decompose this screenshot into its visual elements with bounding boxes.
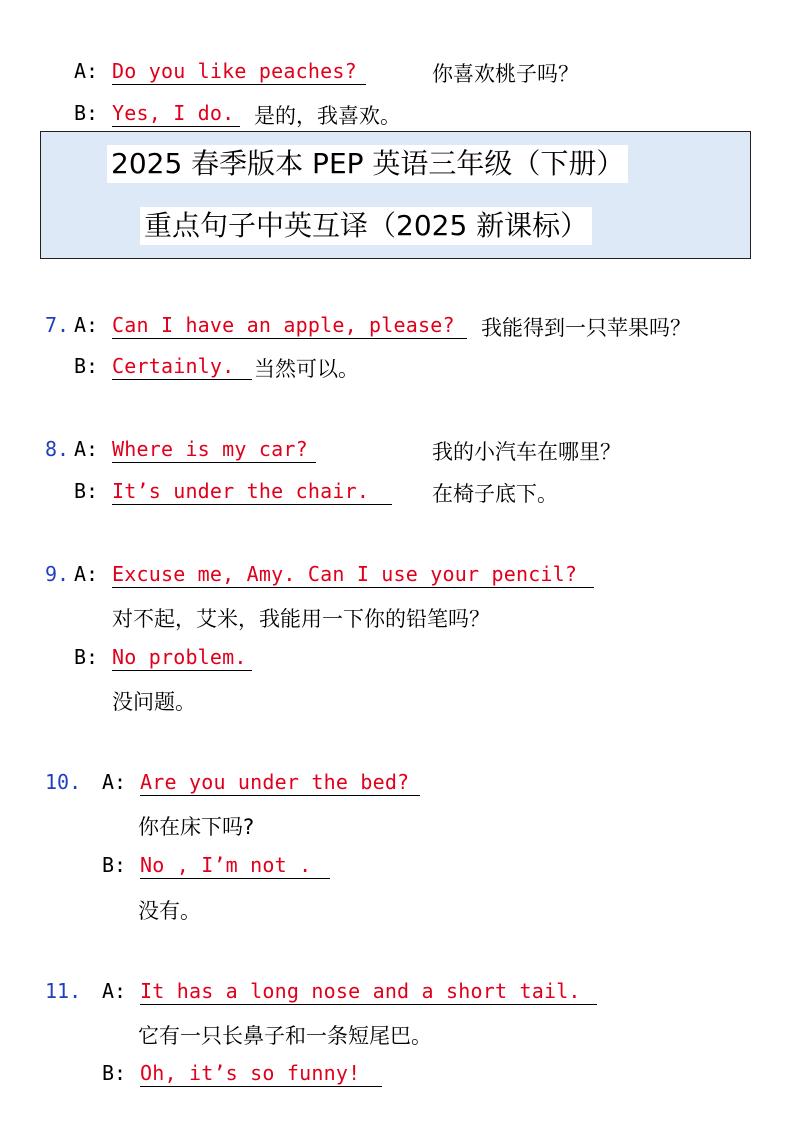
english-sentence: No problem. xyxy=(112,645,252,671)
english-sentence: No , I’m not . xyxy=(140,853,330,879)
page-title: 2025 春季版本 PEP 英语三年级（下册） xyxy=(107,145,628,183)
speaker-a-label: A: xyxy=(74,313,99,337)
chinese-translation: 是的，我喜欢。 xyxy=(254,104,401,128)
english-sentence: Certainly. xyxy=(112,354,252,380)
chinese-translation: 我能得到一只苹果吗？ xyxy=(481,316,691,340)
english-sentence: Oh, it’s so funny! xyxy=(140,1061,382,1087)
item-number: 10. xyxy=(45,770,82,794)
speaker-b-label: B: xyxy=(102,1061,127,1085)
speaker-b-label: B: xyxy=(74,101,99,125)
chinese-translation: 我的小汽车在哪里？ xyxy=(432,440,621,464)
chinese-translation: 在椅子底下。 xyxy=(432,482,558,506)
item-number: 9. xyxy=(45,562,70,586)
chinese-translation: 当然可以。 xyxy=(254,357,359,381)
chinese-translation: 它有一只长鼻子和一条短尾巴。 xyxy=(138,1024,432,1048)
speaker-b-label: B: xyxy=(74,354,99,378)
english-sentence: It has a long nose and a short tail. xyxy=(140,979,597,1005)
english-sentence: It’s under the chair. xyxy=(112,479,392,505)
speaker-a-label: A: xyxy=(102,770,127,794)
item-number: 8. xyxy=(45,437,70,461)
english-sentence: Where is my car? xyxy=(112,437,316,463)
english-sentence: Yes, I do. xyxy=(112,101,240,127)
chinese-translation: 你喜欢桃子吗？ xyxy=(432,62,579,86)
page-subtitle: 重点句子中英互译（2025 新课标） xyxy=(140,207,592,245)
speaker-b-label: B: xyxy=(102,853,127,877)
english-sentence: Excuse me, Amy. Can I use your pencil? xyxy=(112,562,594,588)
chinese-translation: 没问题。 xyxy=(112,690,196,714)
english-sentence: Can I have an apple, please? xyxy=(112,313,467,339)
chinese-translation: 没有。 xyxy=(138,899,201,923)
speaker-b-label: B: xyxy=(74,645,99,669)
english-sentence: Do you like peaches? xyxy=(112,59,366,85)
title-banner xyxy=(40,131,751,259)
speaker-a-label: A: xyxy=(74,562,99,586)
speaker-a-label: A: xyxy=(102,979,127,1003)
speaker-a-label: A: xyxy=(74,437,99,461)
speaker-b-label: B: xyxy=(74,479,99,503)
english-sentence: Are you under the bed? xyxy=(140,770,420,796)
item-number: 11. xyxy=(45,979,82,1003)
speaker-a-label: A: xyxy=(74,59,99,83)
item-number: 7. xyxy=(45,313,70,337)
chinese-translation: 你在床下吗? xyxy=(138,815,255,839)
chinese-translation: 对不起，艾米，我能用一下你的铅笔吗？ xyxy=(112,607,490,631)
